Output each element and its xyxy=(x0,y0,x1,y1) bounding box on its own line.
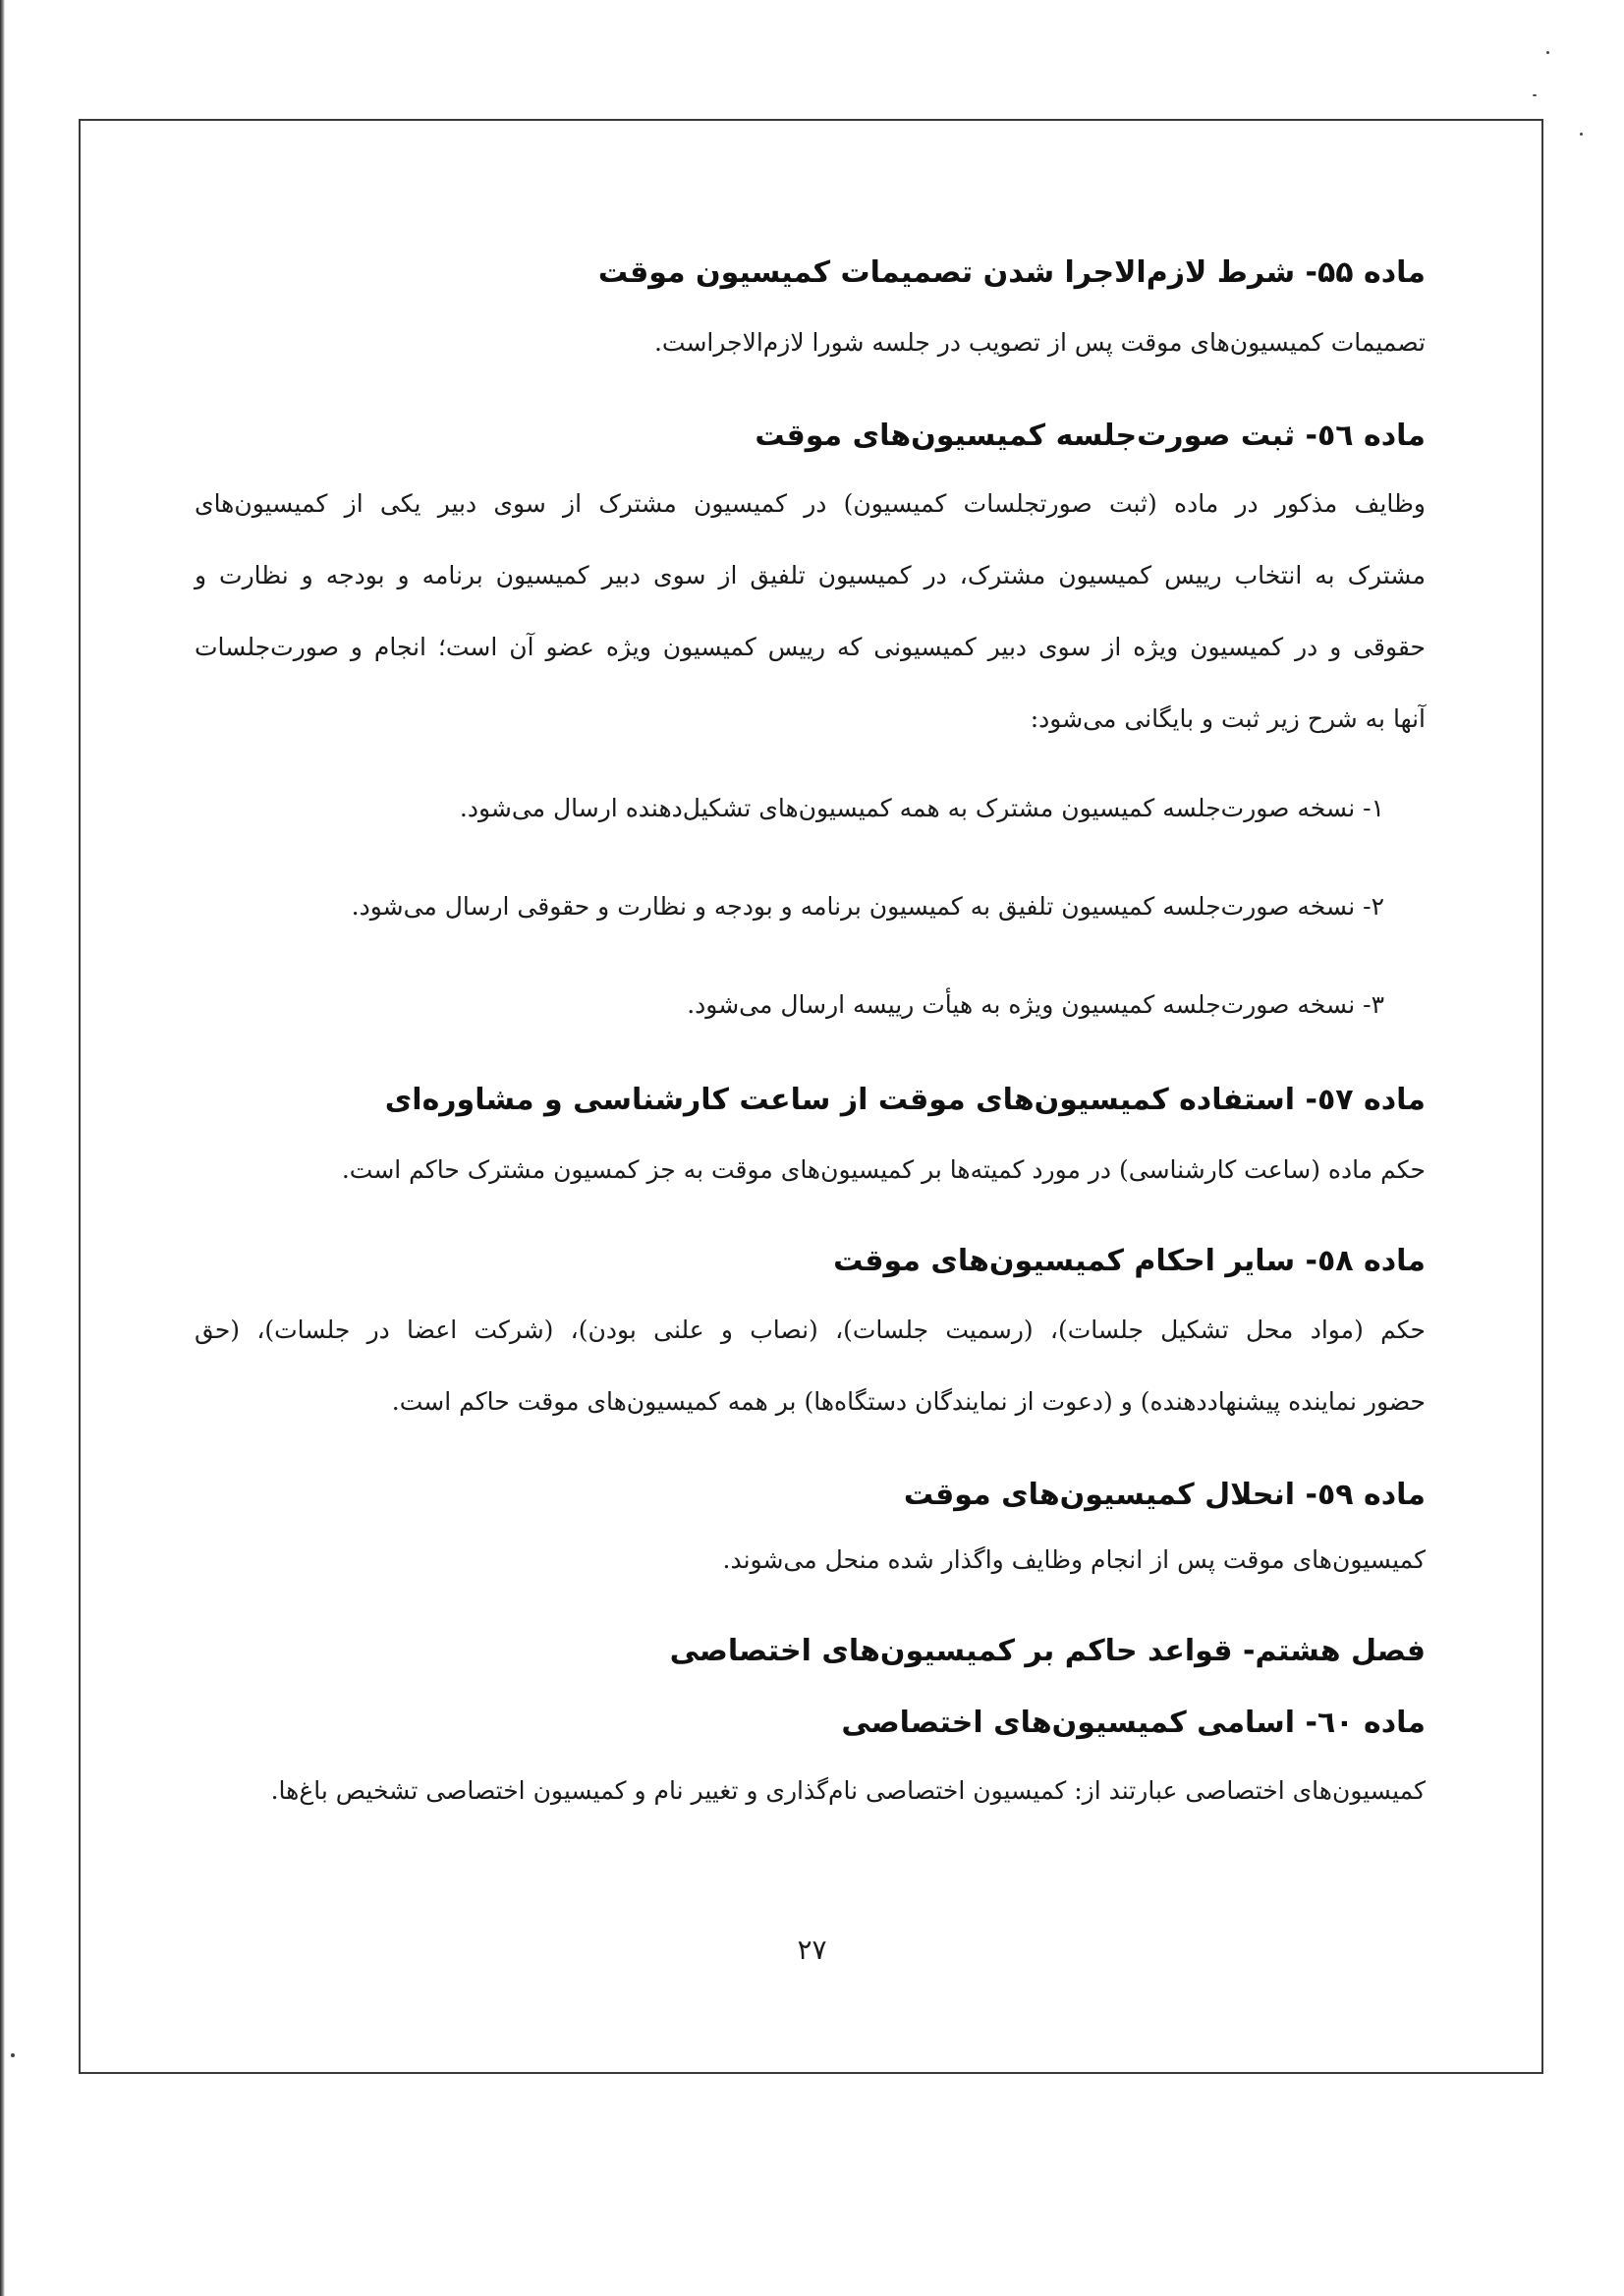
scan-speck xyxy=(1533,94,1537,96)
article-58-heading: ماده ٥٨- سایر احکام کمیسیون‌های موقت xyxy=(833,1244,1426,1278)
article-59-heading: ماده ٥٩- انحلال کمیسیون‌های موقت xyxy=(903,1478,1426,1512)
article-56-list-item: ۲- نسخه صورت‌جلسه کمیسیون تلفیق به کمیسیون برنامه و بودجه و نظارت و حقوقی ارسال می‌شود. xyxy=(351,892,1384,921)
article-59-text: کمیسیون‌های موقت پس از انجام وظایف واگذار شده منحل می‌شوند. xyxy=(722,1545,1426,1574)
article-56-text-line: حقوقی و در کمیسیون ویژه از سوی دبیر کمیسیونی که رییس کمیسیون ویژه عضو آن است؛ انجام و صورت‌جلسات xyxy=(195,633,1426,661)
scan-speck xyxy=(1546,51,1549,54)
article-60-heading: ماده ٦٠- اسامی کمیسیون‌های اختصاصی xyxy=(841,1706,1426,1740)
article-58-text-line: حضور نماینده پیشنهاددهنده) و (دعوت از نمایندگان دستگاه‌ها) بر همه کمیسیون‌های موقت حاکم است. xyxy=(391,1387,1426,1416)
article-55-heading: ماده ۵۵- شرط لازم‌الاجرا شدن تصمیمات کمیسیون موقت xyxy=(597,255,1426,290)
article-56-heading: ماده ٥٦- ثبت صورت‌جلسه کمیسیون‌های موقت xyxy=(755,419,1426,453)
article-57-text: حکم ماده (ساعت کارشناسی) در مورد کمیته‌ها بر کمیسیون‌های موقت به جز کمسیون مشترک حاکم است. xyxy=(341,1155,1426,1184)
chapter-8-heading: فصل هشتم- قواعد حاکم بر کمیسیون‌های اختصاصی xyxy=(669,1634,1426,1668)
page-number: ۲۷ xyxy=(797,1933,827,1966)
article-55-text: تصمیمات کمیسیون‌های موقت پس از تصویب در جلسه شورا لازم‌الاجراست. xyxy=(653,328,1426,357)
article-60-text: کمیسیون‌های اختصاصی عبارتند از: کمیسیون اختصاصی نام‌گذاری و تغییر نام و کمیسیون اختصاصی تشخیص باغ‌ها. xyxy=(270,1776,1426,1805)
article-57-heading: ماده ٥٧- استفاده کمیسیون‌های موقت از ساعت کارشناسی و مشاوره‌ای xyxy=(384,1083,1426,1117)
article-56-text-line: وظایف مذکور در ماده (ثبت صورتجلسات کمیسیون) در کمیسیون مشترک از سوی دبیر یکی از کمیسیون‌های xyxy=(195,489,1426,518)
scan-speck xyxy=(11,2053,15,2057)
scan-speck xyxy=(1580,133,1583,136)
article-56-list-item: ۱- نسخه صورت‌جلسه کمیسیون مشترک به همه کمیسیون‌های تشکیل‌دهنده ارسال می‌شود. xyxy=(459,794,1384,822)
article-56-text-line: مشترک به انتخاب رییس کمیسیون مشترک، در کمیسیون تلفیق از سوی دبیر کمیسیون برنامه و بودجه و نظارت و xyxy=(195,561,1426,589)
article-58-text-line: حکم (مواد محل تشکیل جلسات)، (رسمیت جلسات)، (نصاب و علنی بودن)، (شرکت اعضا در جلسات)، (حق xyxy=(195,1316,1426,1344)
article-56-list-item: ۳- نسخه صورت‌جلسه کمیسیون ویژه به هیأت رییسه ارسال می‌شود. xyxy=(687,990,1384,1019)
article-56-text-line: آنها به شرح زیر ثبت و بایگانی می‌شود: xyxy=(1030,704,1426,733)
